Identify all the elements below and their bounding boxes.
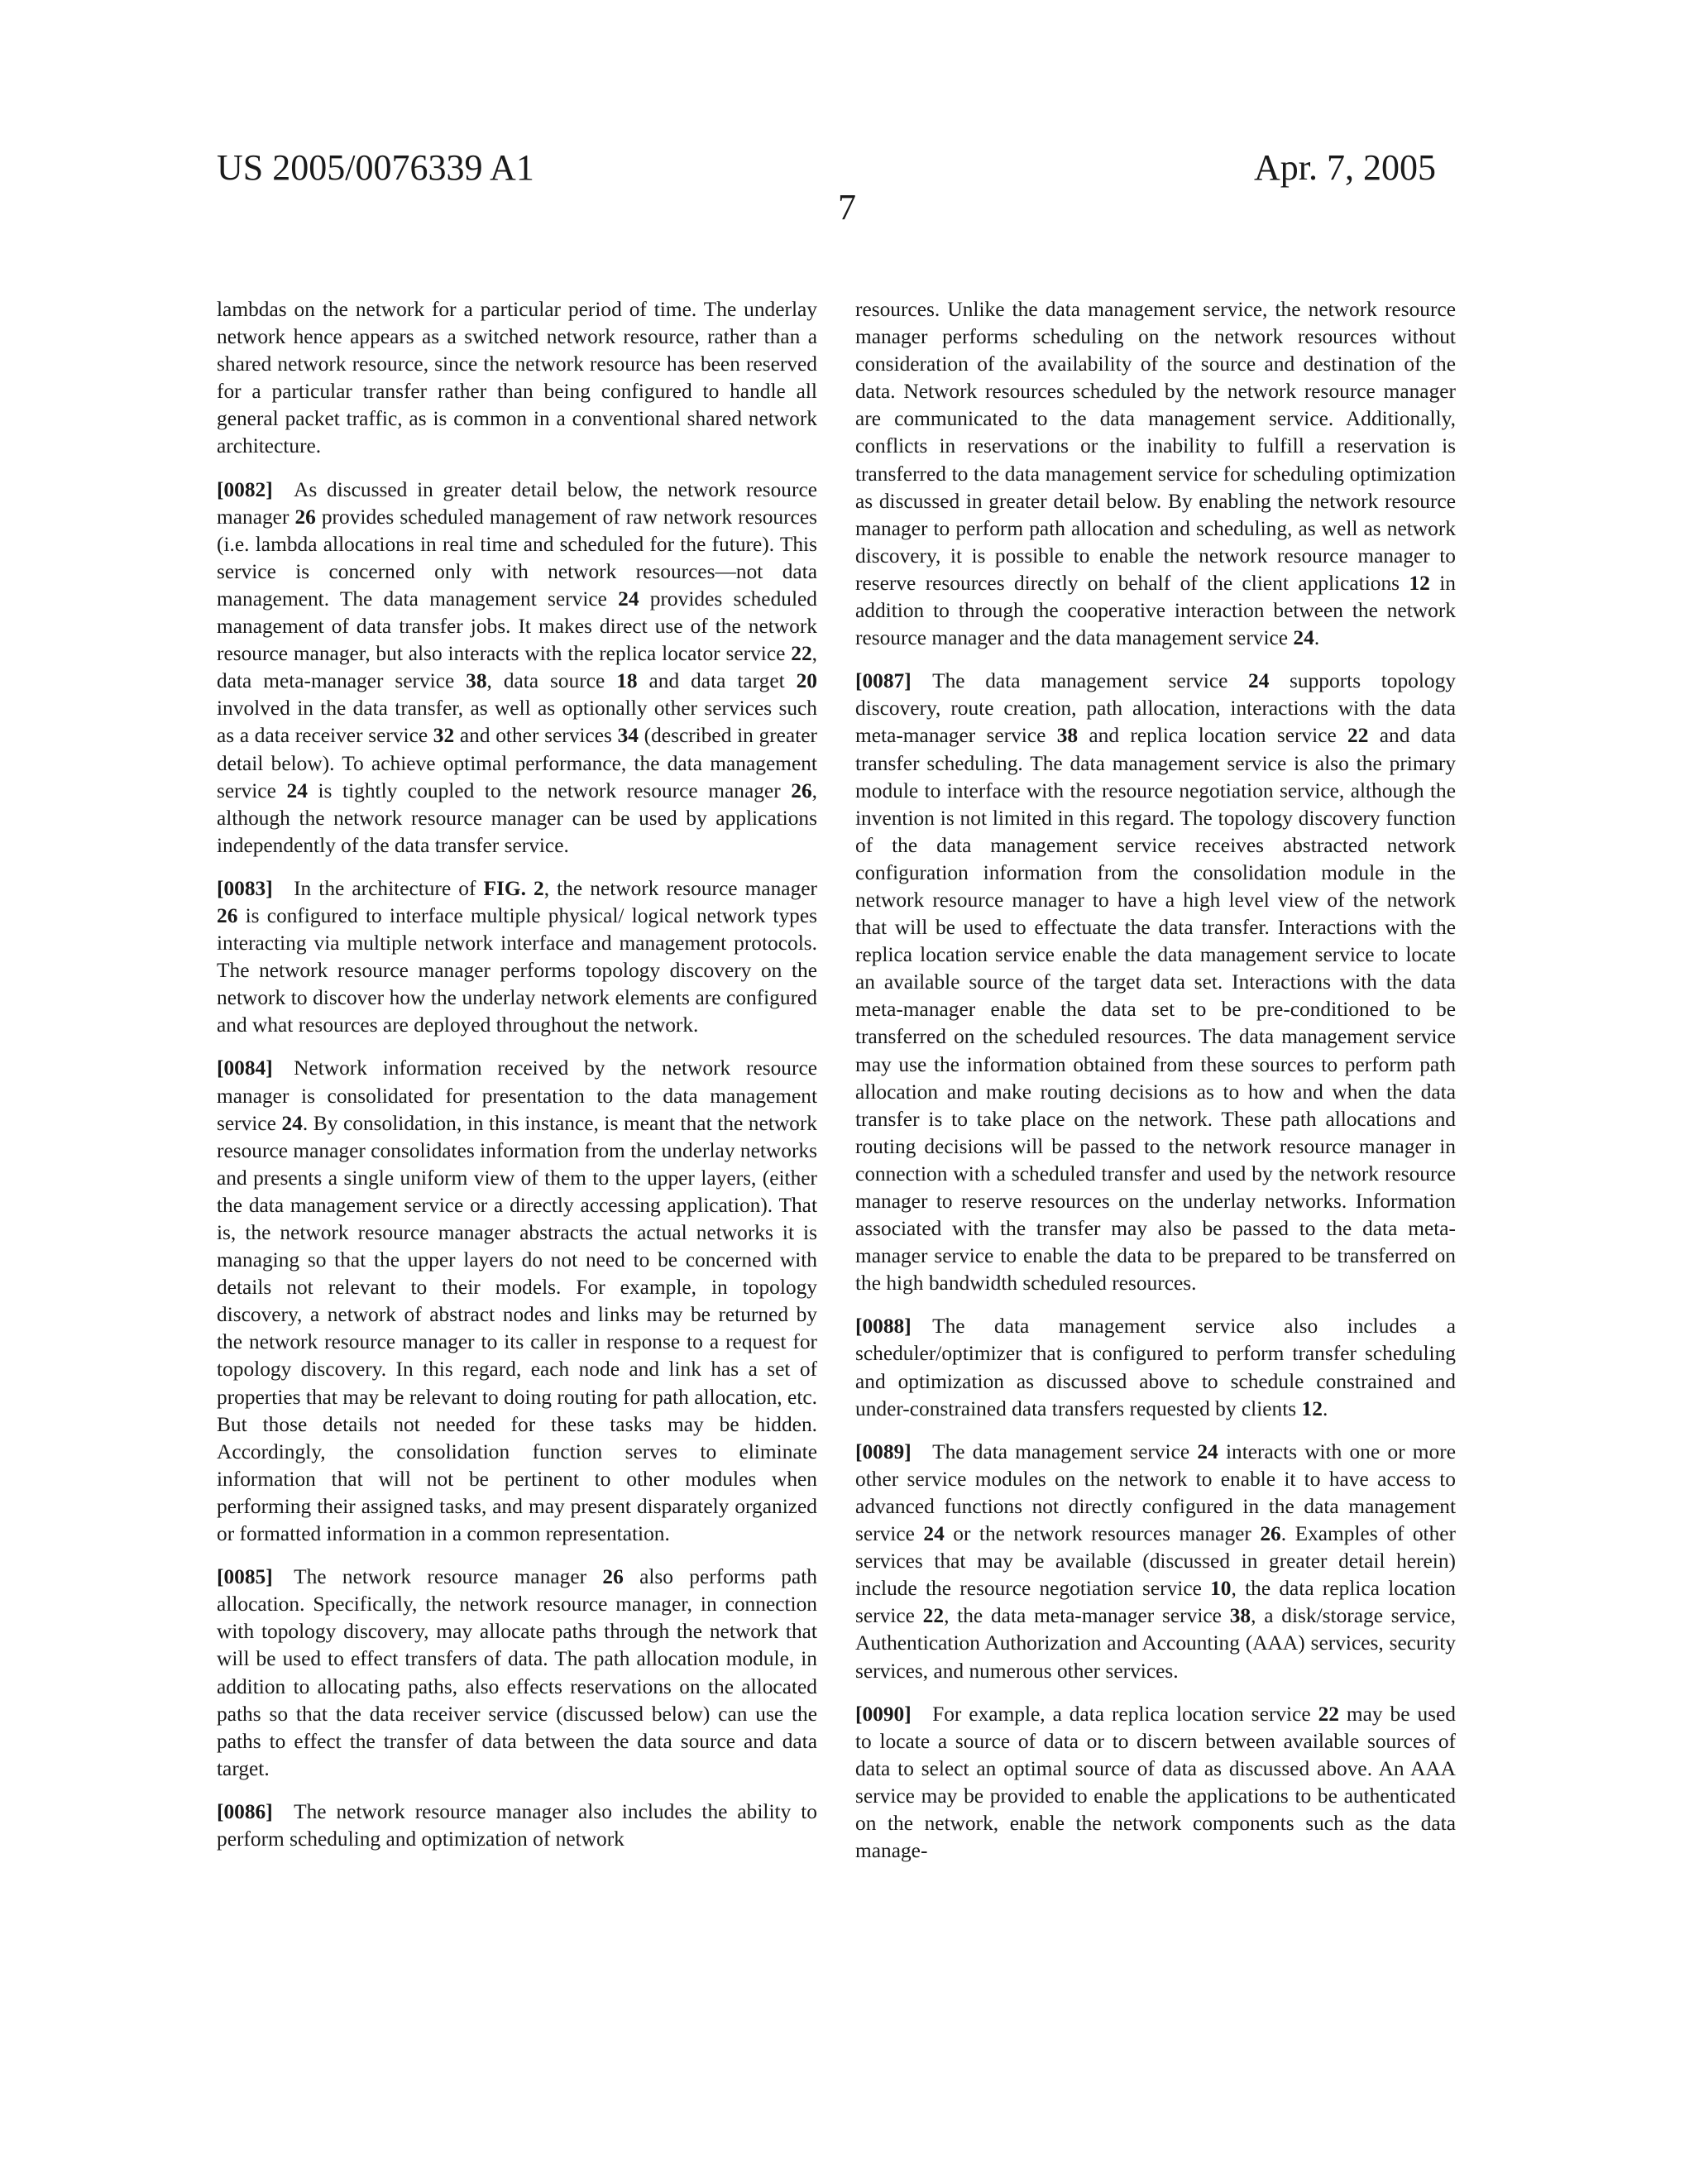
paragraph-text: The network resource manager 26 also performs path allocation. Specifically, the network resource manager, in connection with topology discovery, may allocate paths through the network that will be used to effect transfers of data. The path allocation module, in addition to allocating paths, also effects reservations on the allocated paths so that the data receiver service (discussed below) can use the paths to effect the transfer of data between the data source and data target. — [217, 1565, 817, 1780]
paragraph-text: The data management service 24 interacts with one or more other service modules on the network to enable it to have access to advanced functions not directly configured in the data management service 24 or the network resources manager 26. Examples of other services that may be available (discussed in greater detail herein) include the resource negotiation service 10, the data replica location service 22, the data meta-manager service 38, a disk/storage service, Authentication Authorization and Accounting (AAA) services, security services, and numerous other services. — [855, 1439, 1457, 1683]
right-paragraph-2 — [855, 1313, 1456, 1422]
paragraph-number: [0087] — [855, 669, 912, 693]
paragraph-text: In the architecture of FIG. 2, the network resource manager 26 is configured to interface multiple physical/ logical network types interacting via multiple network interface and management protocols. The network resource manager performs topology discovery on the network to discover how the underlay network elements are configured and what resources are deployed throughout the network. — [217, 876, 818, 1037]
left-paragraph-2 — [217, 875, 817, 1040]
left-paragraph-0 — [217, 296, 817, 461]
paragraph-number: [0086] — [217, 1799, 273, 1823]
paragraph-number: [0085] — [217, 1565, 273, 1589]
paragraph-text: As discussed in greater detail below, the network resource manager 26 provides scheduled management of raw network resources (i.e. lambda allocations in real time and scheduled for the future). This service is concerned only with network resources—not data management. The data management service 24 provides scheduled management of data transfer jobs. It makes direct use of the network resource manager, but also interacts with the replica locator service 22, data meta-manager service 38, data source 18 and data target 20 involved in the data transfer, as well as optionally other services such as a data receiver service 32 and other services 34 (described in greater detail below). To achieve optimal performance, the data management service 24 is tightly coupled to the network resource manager 26, although the network resource manager can be used by applications independently of the data transfer service. — [217, 477, 817, 857]
paragraph-text: lambdas on the network for a particular period of time. The underlay network hence appears as a switched network resource, rather than a shared network resource, since the network resource has been reserved for a particular transfer rather than being configured to handle all general packet traffic, as is common in a conventional shared network architecture. — [217, 298, 817, 458]
paragraph-text: The network resource manager also includes the ability to perform scheduling and optimization of network — [217, 1799, 817, 1851]
right-paragraph-1 — [855, 668, 1456, 1297]
right-paragraph-4 — [855, 1701, 1456, 1866]
paragraph-text: resources. Unlike the data management service, the network resource manager performs scheduling on the network resources without consideration of the availability of the source and destination of the data. Network resources scheduled by the network resource manager are communicated to the data management service. Additionally, conflicts in reservations or the inability to fulfill a reservation is transferred to the data management service for scheduling optimization as discussed in greater detail below. By enabling the network resource manager to perform path allocation and scheduling, as well as network discovery, it is possible to enable the network resource manager to reserve resources directly on behalf of the client applications 12 in addition to through the cooperative interaction between the network resource manager and the data management service 24. — [855, 298, 1456, 650]
left-paragraph-5 — [217, 1798, 817, 1853]
paragraph-number: [0082] — [217, 477, 273, 501]
paragraph-number: [0088] — [855, 1315, 912, 1339]
right-column — [855, 296, 1456, 1880]
patent-number: US 2005/0076339 A1 — [217, 147, 534, 188]
publication-date: Apr. 7, 2005 — [1254, 147, 1436, 188]
paragraph-number: [0089] — [855, 1439, 912, 1463]
page-number: 7 — [838, 187, 856, 228]
left-column — [217, 296, 817, 1869]
paragraph-number: [0083] — [217, 876, 273, 900]
paragraph-text: Network information received by the network resource manager is consolidated for presentation to the data management service 24. By consolidation, in this instance, is meant that the network resource manager consolidates information from the underlay networks and presents a single uniform view of them to the upper layers, (either the data management service or a directly accessing application). That is, the network resource manager abstracts the actual networks it is managing so that the upper layers do not need to be concerned with details not relevant to their models. For example, in topology discovery, a network of abstract nodes and links may be returned by the network resource manager to its caller in response to a request for topology discovery. In this regard, each node and link has a set of properties that may be relevant to doing routing for path allocation, etc. But those details not needed for these tasks may be hidden. Accordingly, the consolidation function serves to eliminate information that will not be pertinent to other modules when performing their assigned tasks, and may present disparately organized or formatted information in a common representation. — [217, 1056, 817, 1546]
left-paragraph-3 — [217, 1055, 817, 1548]
left-paragraph-1 — [217, 477, 817, 860]
right-paragraph-0 — [855, 296, 1456, 652]
right-paragraph-3 — [855, 1439, 1456, 1685]
paragraph-number: [0084] — [217, 1056, 273, 1080]
paragraph-text: The data management service 24 supports topology discovery, route creation, path allocation, interactions with the data meta-manager service 38 and replica location service 22 and data transfer scheduling. The data management service is also the primary module to interface with the resource negotiation service, although the invention is not limited in this regard. The topology discovery function of the data management service receives abstracted network configuration information from the consolidation module in the network resource manager to have a high level view of the network that will be used to effectuate the data transfer. Interactions with the replica location service enable the data management service to locate an available source of the target data set. Interactions with the data meta-manager enable the data set to be pre-conditioned to be transferred on the scheduled resources. The data management service may use the information obtained from these sources to perform path allocation and make routing decisions as to how and when the data transfer is to take place on the network. These path allocations and routing decisions will be passed to the network resource manager in connection with a scheduled transfer and used by the network resource manager to reserve resources on the underlay networks. Information associated with the transfer may also be passed to the data meta-manager service to enable the data to be prepared to be transferred on the high bandwidth scheduled resources. — [855, 669, 1456, 1296]
paragraph-text: The data management service also includes a scheduler/optimizer that is configured to perform transfer scheduling and optimization as discussed above to schedule constrained and under-constrained data transfers requested by clients 12. — [855, 1315, 1456, 1420]
paragraph-number: [0090] — [855, 1702, 912, 1726]
left-paragraph-4 — [217, 1564, 817, 1783]
paragraph-text: For example, a data replica location service 22 may be used to locate a source of data or to discern between available sources of data to select an optimal source of data as discussed above. An AAA service may be provided to enable the applications to be authenticated on the network, enable the network components such as the data manage- — [855, 1702, 1456, 1863]
